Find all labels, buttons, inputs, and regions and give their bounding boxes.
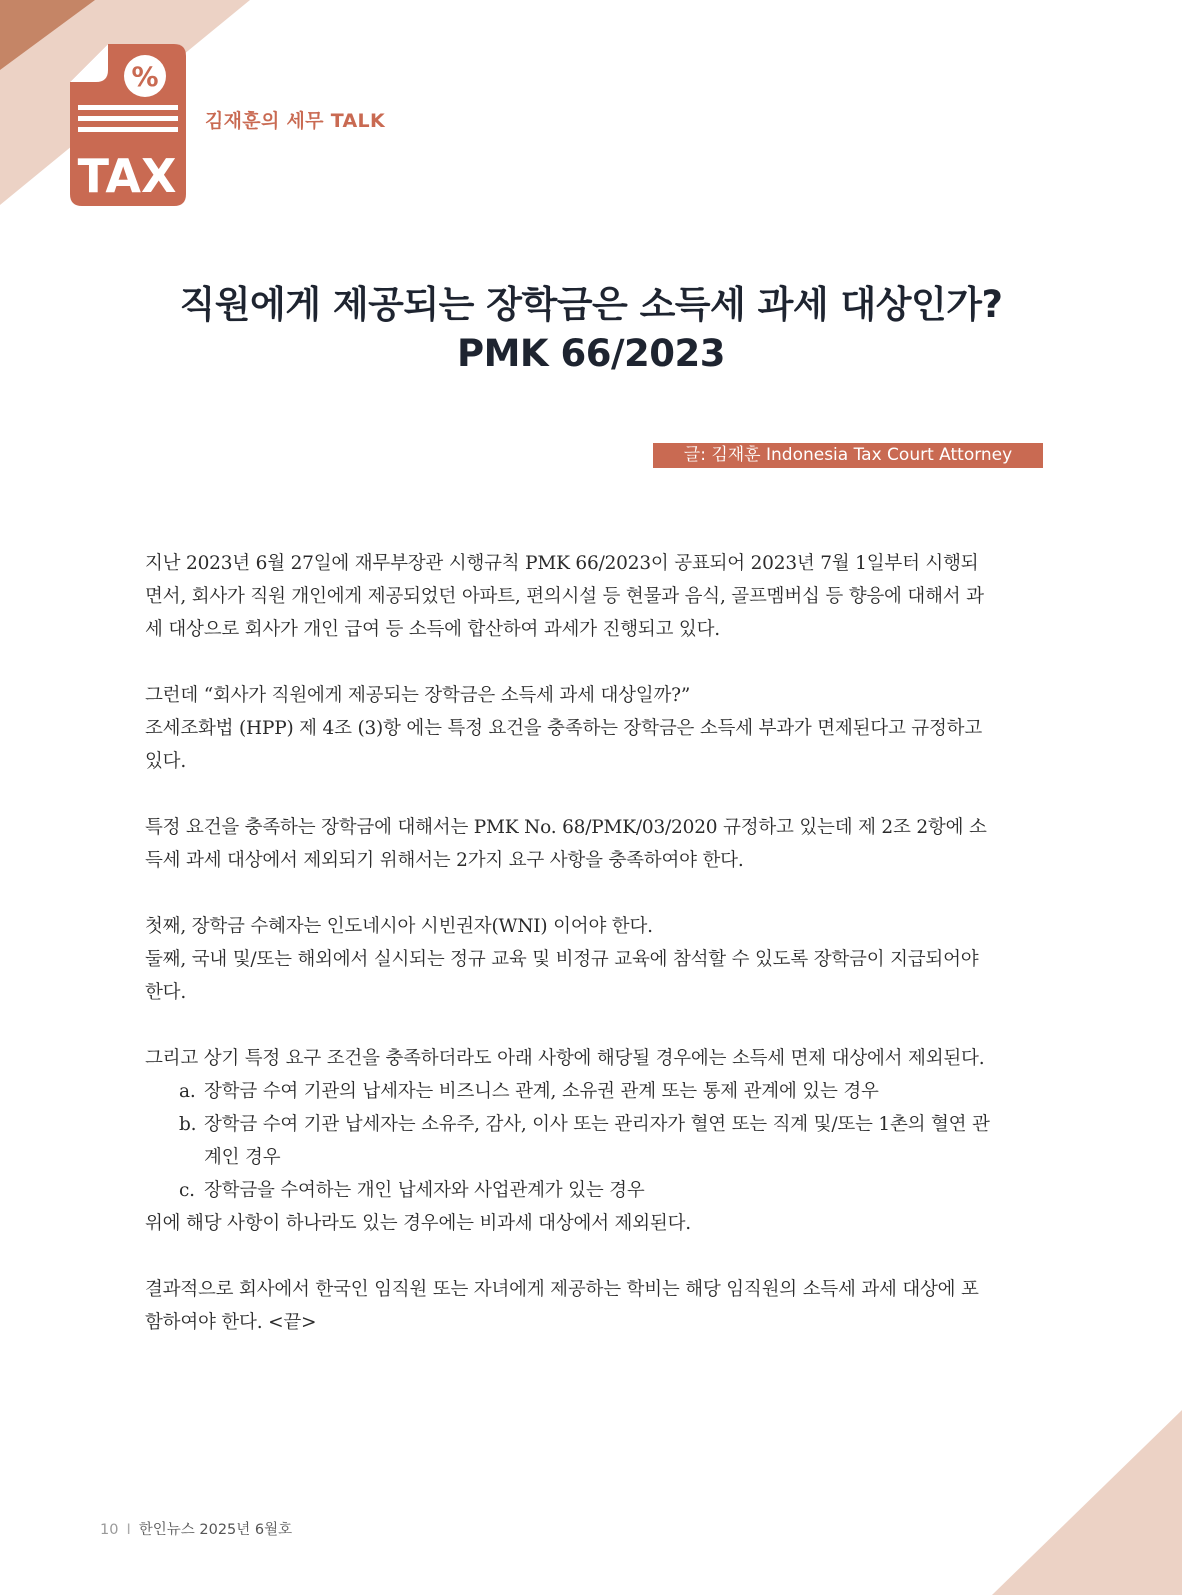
paragraph-requirements: 특정 요건을 충족하는 장학금에 대해서는 PMK No. 68/PMK/03/2020 규정하고 있는데 제 2조 2항에 소득세 과세 대상에서 제외되기 위해서는 2가지 요구 사항을 충족하여야 한다.: [145, 817, 987, 871]
law-reference-line: 조세조화법 (HPP) 제 4조 (3)항 에는 특정 요건을 충족하는 장학금은 소득세 부과가 면제된다고 규정하고 있다.: [145, 718, 982, 772]
condition-second: 둘째, 국내 및/또는 해외에서 실시되는 정규 교육 및 비정규 교육에 참석할 수 있도록 장학금이 지급되어야 한다.: [145, 949, 979, 1003]
paragraph-exclusion-outro: 위에 해당 사항이 하나라도 있는 경우에는 비과세 대상에서 제외된다.: [145, 1213, 691, 1234]
list-text: 장학금 수여 기관의 납세자는 비즈니스 관계, 소유권 관계 또는 통제 관계에 있는 경우: [204, 1081, 879, 1102]
paragraph-question: [145, 679, 990, 778]
footer-separator: I: [126, 1522, 131, 1538]
list-text: 장학금을 수여하는 개인 납세자와 사업관계가 있는 경우: [204, 1180, 645, 1201]
author-byline: 글: 김재훈 Indonesia Tax Court Attorney: [653, 443, 1043, 468]
paragraph-intro: 지난 2023년 6월 27일에 재무부장관 시행규칙 PMK 66/2023이 공표되어 2023년 7월 1일부터 시행되면서, 회사가 직원 개인에게 제공되었던 아파트, 편의시설 등 현물과 음식, 골프멤버십 등 향응에 대해서 과세 대상으로 회사가 개인 급여 등 소득에 합산하여 과세가 진행되고 있다.: [145, 553, 984, 640]
paragraph-conclusion: 결과적으로 회사에서 한국인 임직원 또는 자녀에게 제공하는 학비는 해당 임직원의 소득세 과세 대상에 포함하여야 한다. <끝>: [145, 1279, 979, 1333]
publication-name: 한인뉴스 2025년 6월호: [138, 1522, 293, 1538]
paragraph-exclusion-intro: 그리고 상기 특정 요구 조건을 충족하더라도 아래 사항에 해당될 경우에는 소득세 면제 대상에서 제외된다.: [145, 1048, 985, 1069]
tax-logo: [70, 44, 190, 209]
corner-decoration-bottom-right: [992, 1410, 1182, 1595]
page-footer: [100, 1518, 292, 1539]
article-subtitle: PMK 66/2023: [457, 332, 725, 375]
list-marker: c.: [179, 1180, 195, 1201]
svg-text:TAX: TAX: [77, 149, 177, 203]
svg-text:%: %: [131, 62, 159, 93]
list-item: [145, 1174, 990, 1207]
list-item: [145, 1108, 990, 1174]
list-marker: a.: [179, 1081, 196, 1102]
list-item: [145, 1075, 990, 1108]
tax-document-icon: [70, 44, 190, 209]
page-number: 10: [100, 1522, 119, 1538]
paragraph-conditions: [145, 910, 990, 1009]
question-line: 그런데 “회사가 직원에게 제공되는 장학금은 소득세 과세 대상일까?”: [145, 685, 691, 706]
list-marker: b.: [179, 1114, 197, 1135]
section-label: 김재훈의 세무 TALK: [205, 110, 385, 132]
article-title: 직원에게 제공되는 장학금은 소득세 과세 대상인가?: [179, 283, 1003, 326]
article-body: [145, 547, 990, 1372]
list-text: 장학금 수여 기관 납세자는 소유주, 감사, 이사 또는 관리자가 혈연 또는 직계 및/또는 1촌의 혈연 관계인 경우: [204, 1114, 990, 1168]
condition-first: 첫째, 장학금 수혜자는 인도네시아 시빈권자(WNI) 이어야 한다.: [145, 916, 653, 937]
